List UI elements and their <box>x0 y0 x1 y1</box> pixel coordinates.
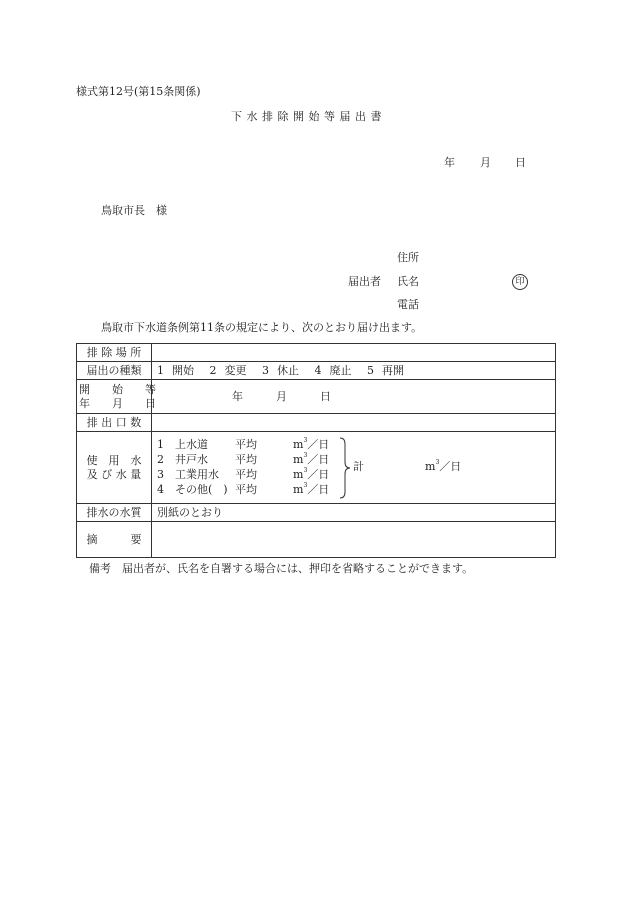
brace-icon <box>339 436 351 500</box>
per-day-unit: ／日 <box>307 467 330 481</box>
start-label-line1: 開 始 等 <box>79 382 156 396</box>
usage-label-line1: 使 用 水 <box>86 453 142 467</box>
option-number: 2 <box>209 363 217 377</box>
usage-num: 2 <box>157 452 164 466</box>
row-start-date <box>77 380 556 414</box>
option-label: 休止 <box>277 363 299 377</box>
usage-kind: その他( ) <box>175 482 228 496</box>
usage-kind: 上水道 <box>175 437 208 451</box>
outlets-label: 排 出 口 数 <box>86 415 142 429</box>
addressee: 鳥取市長 様 <box>101 204 167 217</box>
row-outlets <box>77 414 556 432</box>
type-options <box>152 362 556 380</box>
notification-table <box>76 343 556 558</box>
document-title: 下 水 排 除 開 始 等 届 出 書 <box>231 110 382 123</box>
option-label: 変更 <box>224 363 247 377</box>
row-remarks <box>77 522 556 558</box>
remarks-label: 摘 要 <box>86 532 142 546</box>
per-day-unit: ／日 <box>307 452 330 466</box>
total-unit: $m^3/$日 <box>425 458 462 473</box>
location-label: 排 除 場 所 <box>86 345 142 359</box>
phone-label: 電話 <box>397 298 419 311</box>
usage-num: 1 <box>157 437 164 451</box>
quality-value: 別紙のとおり <box>157 505 223 519</box>
usage-avg: 平均 <box>235 437 257 451</box>
usage-kind: 井戸水 <box>175 452 208 466</box>
usage-field <box>152 432 556 504</box>
type-option[interactable] <box>315 364 352 378</box>
intro-text: 鳥取市下水道条例第11条の規定により、次のとおり届け出ます。 <box>101 321 423 334</box>
usage-kind: 工業用水 <box>175 467 219 481</box>
row-usage <box>77 432 556 504</box>
per-day-unit: ／日 <box>307 437 330 451</box>
option-number: 1 <box>157 363 164 377</box>
date-month-label: 月 <box>480 156 491 169</box>
usage-num: 4 <box>157 482 164 496</box>
start-date-field[interactable] <box>152 380 556 414</box>
usage-unit: $m^3/$日 <box>293 466 330 481</box>
usage-avg: 平均 <box>235 482 257 496</box>
footnote: 備考 届出者が、氏名を自署する場合には、押印を省略することができます。 <box>89 562 474 575</box>
option-label: 再開 <box>382 363 404 377</box>
option-number: 5 <box>367 363 374 377</box>
outlets-field[interactable] <box>152 414 556 432</box>
seal-mark: 印 <box>512 274 528 290</box>
notifier-label: 届出者 <box>348 275 381 288</box>
type-option[interactable] <box>210 364 247 378</box>
usage-num: 3 <box>157 467 164 481</box>
type-option[interactable] <box>157 364 194 378</box>
quality-field[interactable] <box>152 504 556 522</box>
type-option[interactable] <box>262 364 299 378</box>
usage-unit: $m^3/$日 <box>293 451 330 466</box>
option-label: 廃止 <box>329 363 352 377</box>
date-day-label: 日 <box>515 156 526 169</box>
row-type <box>77 362 556 380</box>
name-label: 氏名 <box>397 275 419 288</box>
usage-avg: 平均 <box>235 467 257 481</box>
remarks-field[interactable] <box>152 522 556 558</box>
usage-avg: 平均 <box>235 452 257 466</box>
row-location <box>77 344 556 362</box>
usage-unit: $m^3/$日 <box>293 436 330 451</box>
start-date-value: 年 月 日 <box>232 389 331 403</box>
usage-unit: $m^3/$日 <box>293 481 330 496</box>
per-day-unit: ／日 <box>307 482 330 496</box>
type-label: 届出の種類 <box>86 363 142 377</box>
option-number: 4 <box>314 363 322 377</box>
per-day-unit: ／日 <box>439 459 462 473</box>
location-field[interactable] <box>152 344 556 362</box>
address-label: 住所 <box>397 251 419 264</box>
form-number: 様式第12号(第15条関係) <box>76 85 201 98</box>
date-year-label: 年 <box>444 156 455 169</box>
option-label: 開始 <box>172 363 194 377</box>
type-option[interactable] <box>367 364 404 378</box>
start-label-line2: 年 月 日 <box>79 396 156 410</box>
option-number: 3 <box>262 363 269 377</box>
total-label: 計 <box>353 459 364 473</box>
row-quality <box>77 504 556 522</box>
quality-label: 排水の水質 <box>86 505 142 519</box>
usage-label-line2: 及 び 水 量 <box>86 467 142 481</box>
